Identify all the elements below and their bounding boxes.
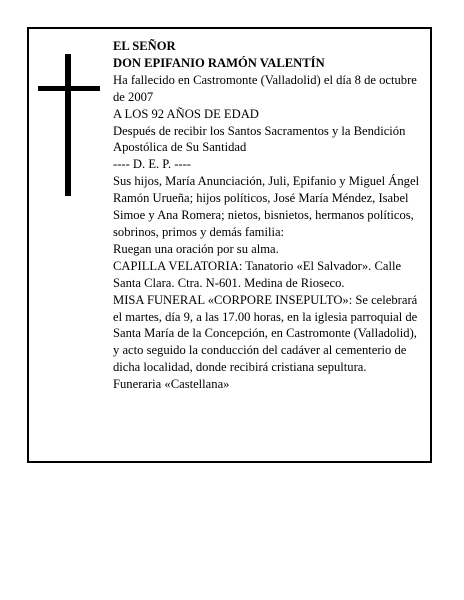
notice-title: EL SEÑOR	[113, 39, 176, 53]
funeral-home: Funeraria «Castellana»	[113, 377, 230, 392]
cross-vertical-bar	[65, 54, 71, 196]
death-statement: Ha fallecido en Castromonte (Valladolid) el día 8 de octubre de 2007	[113, 72, 417, 104]
chapel-details: CAPILLA VELATORIA: Tanatorio «El Salvador». Calle Santa Clara. Ctra. N-601. Medina de Rioseco.	[113, 258, 402, 290]
mass-details: MISA FUNERAL «CORPORE INSEPULTO»: Se celebrará el martes, día 9, a las 17.00 horas, en la iglesia parroquial de Santa María de la Concepción, en Castromonte (Valladolid), y acto seguido la conducción del cadáver al cementerio de dicha localidad, donde recibirá cristiana sepultura.	[113, 292, 418, 375]
cross-icon	[38, 54, 100, 196]
notice-text	[113, 38, 425, 393]
sacraments-statement: Después de recibir los Santos Sacramentos y la Bendición Apostólica de Su Santidad	[113, 123, 406, 155]
prayer-request: Ruegan una oración por su alma.	[113, 241, 279, 256]
rest-in-peace: ---- D. E. P. ----	[113, 157, 191, 172]
deceased-name: DON EPIFANIO RAMÓN VALENTÍN	[113, 55, 325, 70]
age-statement: A LOS 92 AÑOS DE EDAD	[113, 106, 259, 121]
cross-horizontal-bar	[38, 86, 100, 91]
family-statement: Sus hijos, María Anunciación, Juli, Epifanio y Miguel Ángel Ramón Urueña; hijos políticos, José María Méndez, Isabel Simoe y Ana Romera; nietos, bisnietos, hermanos políticos, sobrinos, primos y demás familia:	[113, 174, 420, 239]
